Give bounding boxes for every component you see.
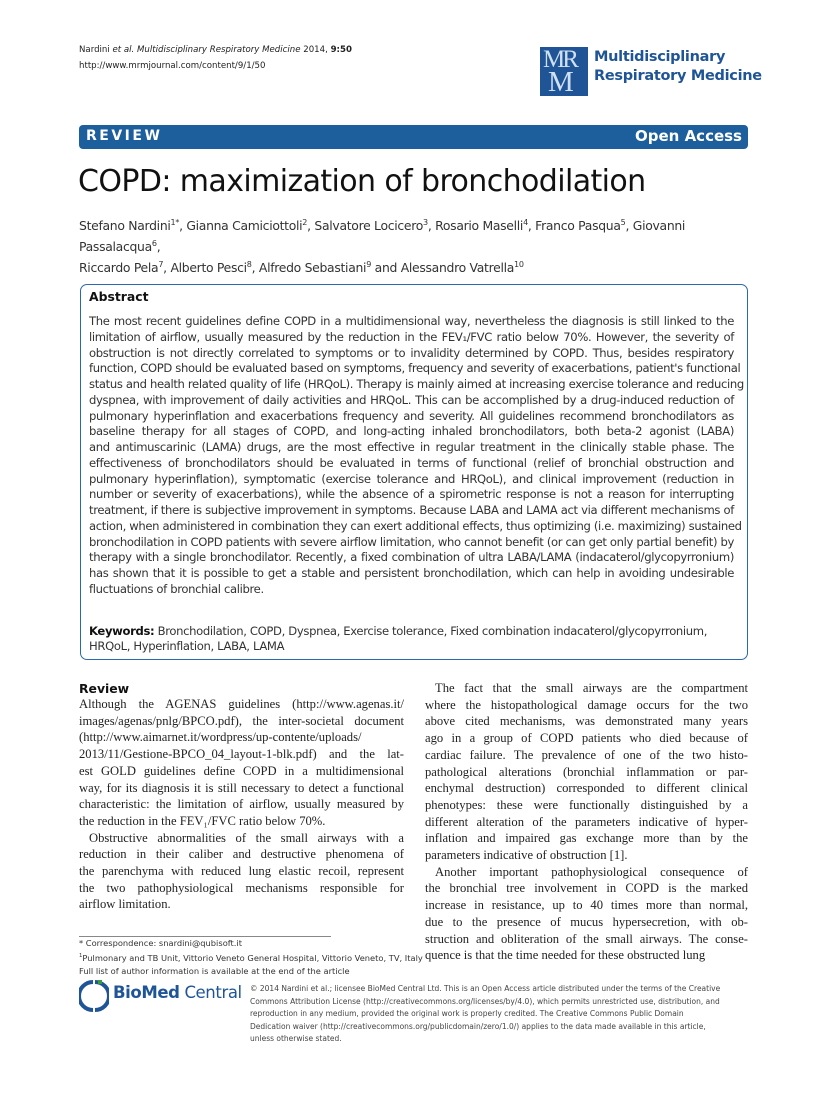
author: Alessandro Vatrella bbox=[400, 260, 515, 276]
journal-name-line2: Respiratory Medicine bbox=[594, 68, 762, 84]
abstract-line: limitation of airflow, usually measured by the reduction in the FEV₁/FVC ratio below 70%. However, the severity of bbox=[89, 329, 734, 344]
author: Rosario Maselli bbox=[435, 218, 524, 234]
abstract-line: action, when administered in combination they can exert additional effects, thus optimizing (i.e. maximizing) sustained bbox=[89, 518, 742, 533]
affiliation-sup: 1 bbox=[79, 953, 83, 959]
body-text-line: above cited mechanisms, was demonstrated many years bbox=[425, 714, 748, 729]
body-text-line: The fact that the small airways are the compartment bbox=[435, 681, 748, 695]
author-affiliation-sup: 5 bbox=[620, 218, 626, 227]
author-list bbox=[79, 214, 749, 277]
body-text-line: est GOLD guidelines define COPD in a multidimensional bbox=[79, 763, 404, 778]
keywords bbox=[89, 624, 707, 638]
keywords-line2: HRQoL, Hyperinflation, LABA, LAMA bbox=[89, 639, 285, 653]
abstract-line: obstruction is not directly correlated to symptoms or to invalidity determined by COPD. Thus, besides respiratory bbox=[89, 345, 734, 360]
body-text-line: quence is that the time needed for these obstructed lung bbox=[425, 948, 706, 963]
citation-journal: Multidisciplinary Respiratory Medicine bbox=[134, 45, 301, 55]
body-text-line: due to the presence of mucus hypersecretion, with ob- bbox=[425, 914, 748, 929]
abstract-line: pulmonary hyperinflation), symptomatic (exercise tolerance and HRQoL), and clinical improvement (reduction in bbox=[89, 471, 734, 486]
author: Stefano Nardini bbox=[79, 218, 171, 234]
biomed-logo-icon bbox=[79, 979, 109, 1013]
abstract-line: status and health related quality of life (HRQoL). Therapy is mainly aimed at increasing exercise tolerance and reducing bbox=[89, 377, 744, 391]
author-affiliation-sup: 1* bbox=[170, 218, 180, 227]
license-line: © 2014 Nardini et al.; licensee BioMed Central Ltd. This is an Open Access article distributed under the terms of the Creative bbox=[250, 984, 721, 993]
author-separator: , bbox=[427, 218, 436, 234]
license-line: Dedication waiver (http://creativecommons.org/publicdomain/zero/1.0/) applies to the data made available in this article, bbox=[250, 1021, 706, 1031]
body-text-line: (http://www.aimarnet.it/wordpress/up-contente/uploads/ bbox=[79, 730, 362, 745]
body-text-line: Another important pathophysiological consequence of bbox=[435, 864, 748, 879]
body-text-line: Although the AGENAS guidelines (http://www.agenas.it/ bbox=[79, 697, 404, 711]
body-text-line: the bronchial tree involvement in COPD is the marked bbox=[425, 881, 748, 896]
citation-etal: et al. bbox=[112, 45, 135, 55]
body-text-line: characteristic: the limitation of airflow, usually measured by bbox=[79, 797, 404, 812]
open-access-label: Open Access bbox=[635, 127, 742, 145]
article-type-banner bbox=[79, 125, 748, 149]
body-text-line: reduction in their caliber and destructive phenomena of bbox=[79, 847, 404, 862]
author-separator: and bbox=[371, 260, 401, 276]
footnotes bbox=[79, 937, 423, 978]
body-text-line: different alteration of the parameters indicative of hyper- bbox=[425, 814, 748, 829]
full-list-note: Full list of author information is available at the end of the article bbox=[79, 965, 350, 976]
author: Alfredo Sebastiani bbox=[258, 260, 367, 276]
abstract-line: dyspnea, with improvement of daily activities and HRQoL. This can be accomplished by a drug-induced reduction of bbox=[89, 392, 734, 407]
article-url[interactable]: http://www.mrmjournal.com/content/9/1/50 bbox=[79, 61, 266, 71]
body-text-line: the parenchyma with reduced lung elastic recoil, represent bbox=[79, 864, 404, 878]
author: Salvatore Locicero bbox=[314, 218, 424, 234]
abstract-line: treatment, if there is subjective improvement in symptoms. Because LABA and LAMA act via different mechanisms of bbox=[89, 503, 734, 517]
body-text-line: cardiac failure. The prevalence of one of the two histo- bbox=[425, 747, 748, 762]
abstract-heading: Abstract bbox=[89, 289, 149, 304]
author: Franco Pasqua bbox=[535, 218, 621, 234]
author-separator: , bbox=[251, 260, 259, 276]
affiliation-text: Pulmonary and TB Unit, Vittorio Veneto General Hospital, Vittorio Veneto, TV, Italy bbox=[82, 952, 423, 963]
journal-name-line1: Multidisciplinary bbox=[594, 49, 726, 65]
publisher-bold: BioMed bbox=[113, 983, 180, 1002]
license-line: Commons Attribution License (http://creativecommons.org/licenses/by/4.0), which permits unrestricted use, distribution, and bbox=[250, 996, 720, 1006]
author-affiliation-sup: 3 bbox=[423, 218, 428, 227]
body-text-line: the reduction in the FEV₁/FVC ratio below 70%. bbox=[79, 813, 326, 828]
abstract-line: pulmonary hyperinflation and exacerbations frequency and severity. All guidelines recommend bronchodilators as bbox=[89, 408, 734, 423]
body-text-line: ago in a group of COPD patients who died because of bbox=[425, 731, 748, 746]
body-text-line: increase in resistance, up to 40 times more than normal, bbox=[425, 898, 748, 913]
journal-logo-mr: MR bbox=[543, 46, 576, 73]
license-line: reproduction in any medium, provided the original work is properly credited. The Creative Commons Public Domain bbox=[250, 1009, 684, 1019]
author-affiliation-sup: 6 bbox=[151, 239, 157, 249]
author-separator: , bbox=[163, 260, 171, 276]
citation-volume: 9:50 bbox=[330, 45, 352, 55]
body-text-line: airflow limitation. bbox=[79, 897, 171, 912]
author-separator: , bbox=[179, 218, 187, 234]
author: Giovanni Passalacqua bbox=[79, 218, 686, 255]
body-text-line: struction and obliteration of the small airways. The conse- bbox=[425, 931, 748, 946]
body-text-line: pathological alterations (bronchial inflammation or par- bbox=[425, 764, 748, 779]
affiliation bbox=[79, 950, 423, 965]
abstract-line: therapy with a single bronchodilator. Recently, a fixed combination of ultra LABA/LAMA (indacaterol/glycopyrronium) bbox=[89, 550, 734, 565]
author: Alberto Pesci bbox=[170, 260, 247, 276]
author-separator: , bbox=[625, 218, 633, 234]
article-title: COPD: maximization of bronchodilation bbox=[78, 164, 646, 199]
author: Gianna Camiciottoli bbox=[186, 218, 303, 234]
keywords-line1: Bronchodilation, COPD, Dyspnea, Exercise tolerance, Fixed combination indacaterol/glycopyrronium, bbox=[154, 624, 708, 638]
abstract-line: baseline therapy for all stages of COPD, and long-acting inhaled bronchodilators, both beta-2 agonist (LABA) bbox=[89, 424, 734, 439]
body-text-line: 2013/11/Gestione-BPCO_04_layout-1-blk.pdf) and the lat- bbox=[79, 747, 404, 762]
journal-logo bbox=[540, 47, 588, 96]
abstract-line: effectiveness of bronchodilators should be evaluated in terms of functional (relief of bronchial obstruction and bbox=[89, 455, 734, 470]
author: Riccardo Pela bbox=[79, 260, 159, 276]
abstract-line: function, COPD should be evaluated based on symptoms, frequency and severity of exacerbations, patient's functional bbox=[89, 361, 741, 376]
author-affiliation-sup: 10 bbox=[514, 260, 524, 270]
body-text-line: images/agenas/pnlg/BPCO.pdf), the inter-societal document bbox=[79, 713, 404, 728]
journal-logo-m: M bbox=[548, 66, 574, 98]
author-affiliation-sup: 4 bbox=[523, 218, 528, 227]
citation-year: 2014, bbox=[300, 45, 331, 55]
body-text-line: Obstructive abnormalities of the small airways with a bbox=[89, 830, 404, 845]
abstract-line: bronchodilation in COPD patients with severe airflow limitation, who cannot benefit (or can get only partial benefit) by bbox=[89, 534, 734, 549]
abstract-line: fluctuations of bronchial calibre. bbox=[89, 581, 264, 596]
abstract-line: The most recent guidelines define COPD in a multidimensional way, nevertheless the diagnosis is still linked to the bbox=[89, 314, 734, 328]
abstract-line: number or severity of exacerbations), while the absence of a spirometric response is not a reason for interrupting bbox=[89, 487, 734, 502]
keywords-label: Keywords: bbox=[89, 624, 155, 638]
body-text-line: enchymal destruction) corresponded to different clinical bbox=[425, 781, 748, 796]
abstract-line: and antimuscarinic (LAMA) drugs, are the most effective in regular treatment in the clinically stable phase. The bbox=[89, 440, 734, 454]
body-text-line: parameters indicative of obstruction [1]. bbox=[425, 848, 628, 862]
article-type-label: REVIEW bbox=[86, 128, 163, 144]
license-line: unless otherwise stated. bbox=[250, 1034, 342, 1044]
author-affiliation-sup: 9 bbox=[366, 260, 372, 270]
abstract-line: has shown that it is possible to get a stable and persistent bronchodilation, which can help in avoiding undesirable bbox=[89, 566, 734, 580]
body-text-line: phenotypes: these were functionally distinguished by a bbox=[425, 797, 748, 812]
journal-name bbox=[594, 48, 762, 86]
section-heading-review: Review bbox=[79, 681, 130, 696]
body-text-line: where the histopathological damage occurs for the two bbox=[425, 697, 748, 712]
publisher-rest: Central bbox=[179, 983, 242, 1002]
author-separator: , bbox=[527, 218, 536, 234]
citation-authors: Nardini bbox=[79, 45, 113, 55]
correspondence: * Correspondence: snardini@qubisoft.it bbox=[79, 938, 242, 948]
author-affiliation-sup: 2 bbox=[302, 218, 308, 227]
author-affiliation-sup: 8 bbox=[246, 260, 252, 270]
citation bbox=[79, 45, 352, 55]
body-text-line: the two pathophysiological mechanisms responsible for bbox=[79, 880, 404, 895]
author-separator: , bbox=[156, 239, 161, 255]
author-affiliation-sup: 7 bbox=[158, 260, 164, 270]
body-text-line: way, for its diagnosis it is still necessary to detect a functional bbox=[79, 780, 404, 795]
body-text-line: inflation and impaired gas exchange more than by the bbox=[425, 831, 748, 846]
author-separator: , bbox=[307, 218, 315, 234]
